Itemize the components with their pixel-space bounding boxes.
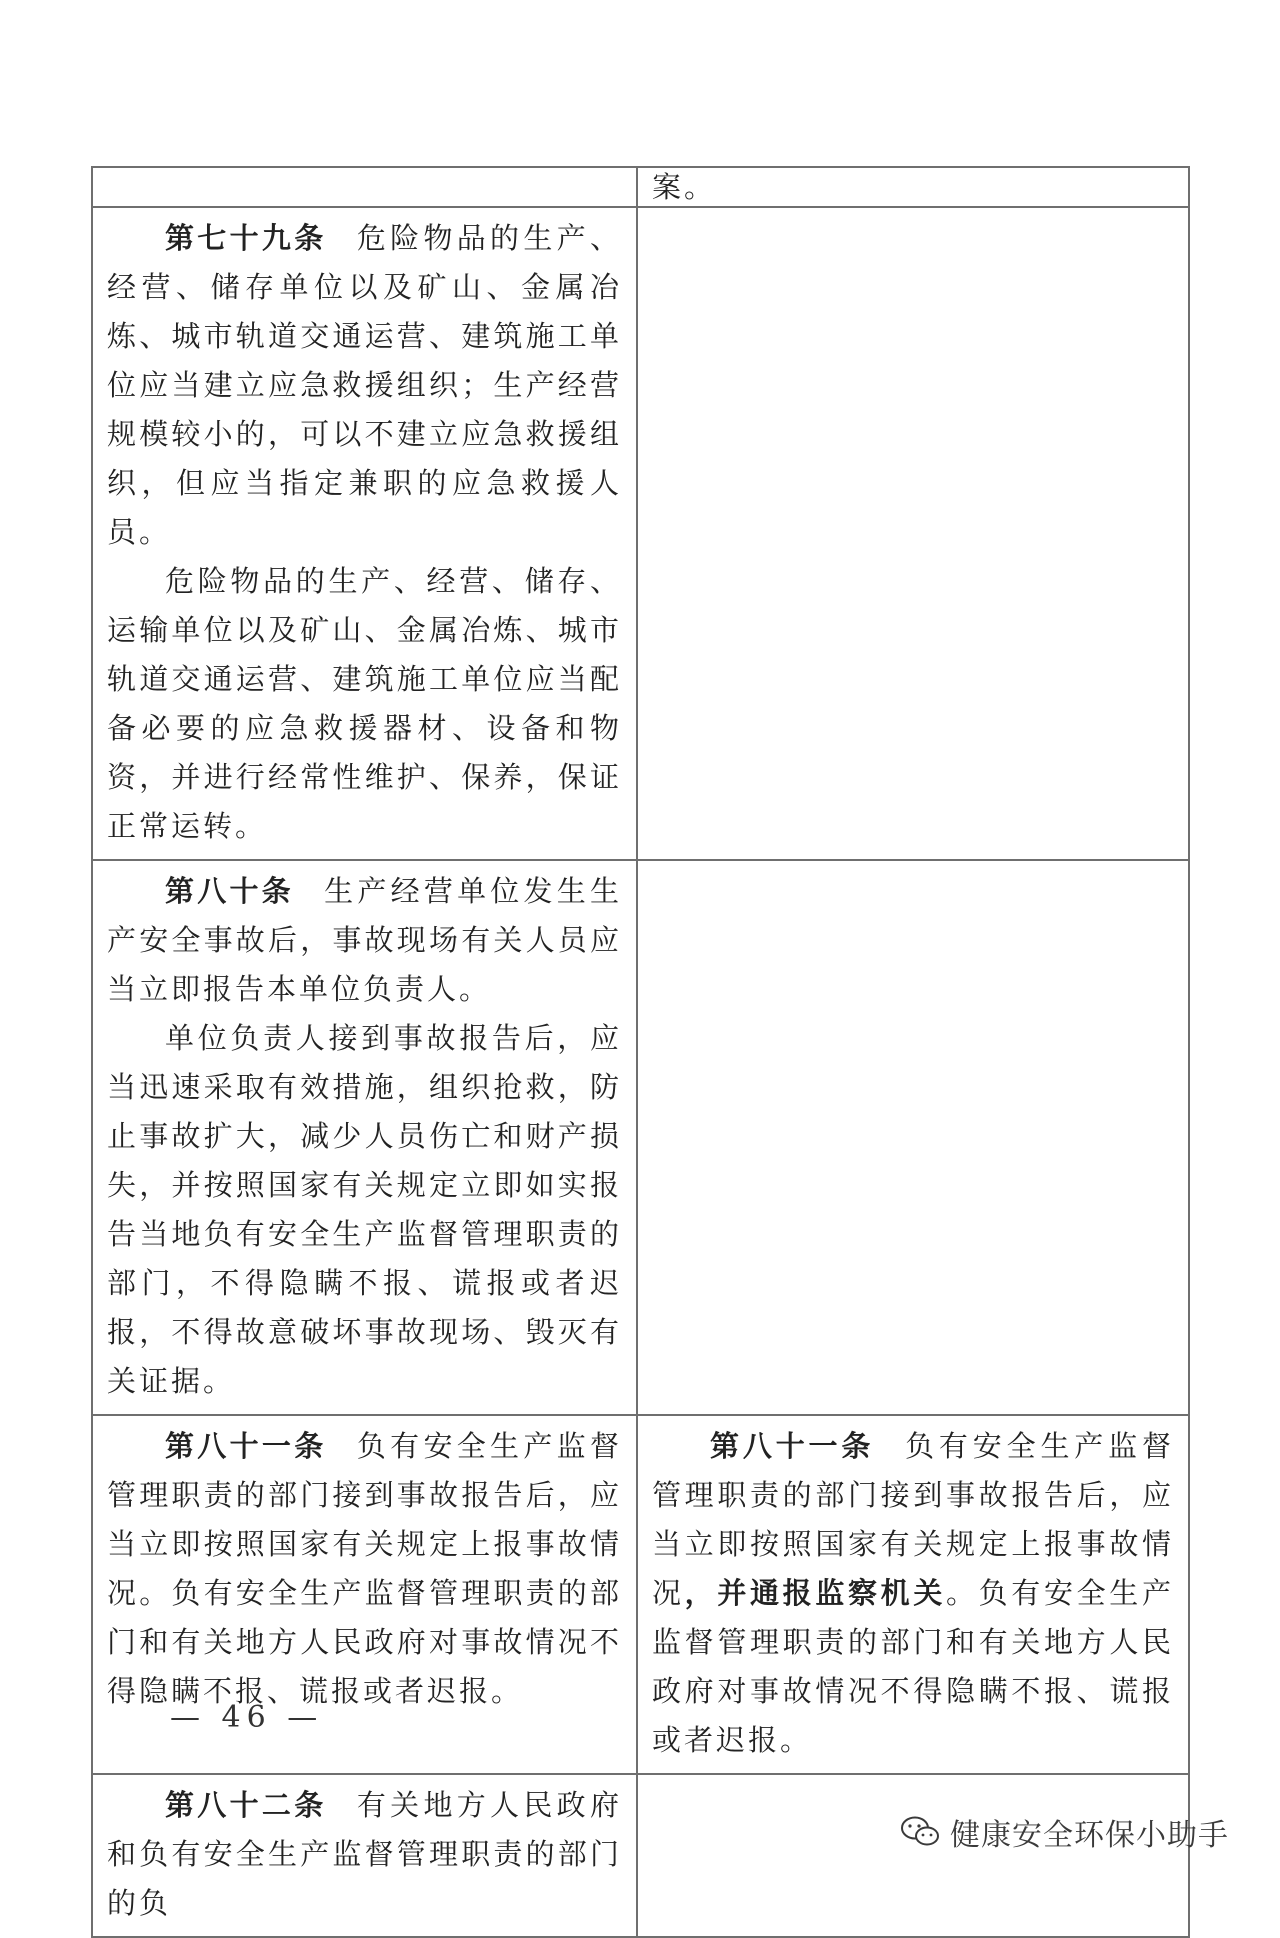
comparison-table <box>91 166 1190 1938</box>
article-paragraph <box>107 1422 622 1716</box>
continued-text: 案。 <box>652 170 717 204</box>
article-text: 危险物品的生产、经营、储存单位以及矿山、金属冶炼、城市轨道交通运营、建筑施工单位应当建立应急救援组织；生产经营规模较小的，可以不建立应急救援组织，但应当指定兼职的应急救援人员。 <box>107 221 622 549</box>
article-paragraph <box>107 214 622 557</box>
article-paragraph <box>107 1781 622 1928</box>
left-cell <box>92 860 637 1415</box>
article-text: 。负有安全生产监督管理职责的部门和有关地方人民政府对事故情况不得隐瞒不报、谎报或者迟报。 <box>652 1576 1174 1757</box>
table-row-art79 <box>92 207 1189 860</box>
article-paragraph: 危险物品的生产、经营、储存、运输单位以及矿山、金属冶炼、城市轨道交通运营、建筑施工单位应当配备必要的应急救援器材、设备和物资，并进行经常性维护、保养，保证正常运转。 <box>107 564 622 843</box>
left-cell <box>92 1774 637 1937</box>
right-cell <box>637 207 1189 860</box>
article-heading: 第八十一条 <box>710 1429 875 1463</box>
right-cell <box>637 167 1189 207</box>
watermark <box>900 1810 1229 1854</box>
article-text: 有关地方人民政府和负有安全生产监督管理职责的部门的负 <box>107 1788 622 1920</box>
left-cell <box>92 167 637 207</box>
inserted-text: ，并通报监察机关 <box>684 1576 946 1610</box>
article-paragraph <box>107 867 622 1014</box>
article-text: 负有安全生产监督管理职责的部门接到事故报告后，应当立即按照国家有关规定上报事故情况。负有安全生产监督管理职责的部门和有关地方人民政府对事故情况不得隐瞒不报、谎报或者迟报。 <box>107 1429 622 1708</box>
left-cell <box>92 207 637 860</box>
article-heading: 第八十二条 <box>165 1788 327 1822</box>
table-row-art80 <box>92 860 1189 1415</box>
watermark-text: 健康安全环保小助手 <box>950 1818 1229 1853</box>
article-text: 生产经营单位发生生产安全事故后，事故现场有关人员应当立即报告本单位负责人。 <box>107 874 622 1006</box>
right-cell <box>637 1774 1189 1937</box>
right-cell <box>637 860 1189 1415</box>
article-paragraph <box>652 1422 1174 1765</box>
table-row-art82 <box>92 1774 1189 1937</box>
article-heading: 第八十一条 <box>165 1429 327 1463</box>
right-cell <box>637 1415 1189 1774</box>
article-heading: 第七十九条 <box>165 221 327 255</box>
article-heading: 第八十条 <box>165 874 294 908</box>
table-row <box>92 167 1189 207</box>
article-text: 负有安全生产监督管理职责的部门接到事故报告后，应当立即按照国家有关规定上报事故情况 <box>652 1429 1174 1610</box>
page-number: — 46 — <box>170 1700 324 1735</box>
article-paragraph: 单位负责人接到事故报告后，应当迅速采取有效措施，组织抢救，防止事故扩大，减少人员伤亡和财产损失，并按照国家有关规定立即如实报告当地负有安全生产监督管理职责的部门，不得隐瞒不报、谎报或者迟报，不得故意破坏事故现场、毁灭有关证据。 <box>107 1021 622 1398</box>
wechat-icon <box>900 1815 940 1849</box>
